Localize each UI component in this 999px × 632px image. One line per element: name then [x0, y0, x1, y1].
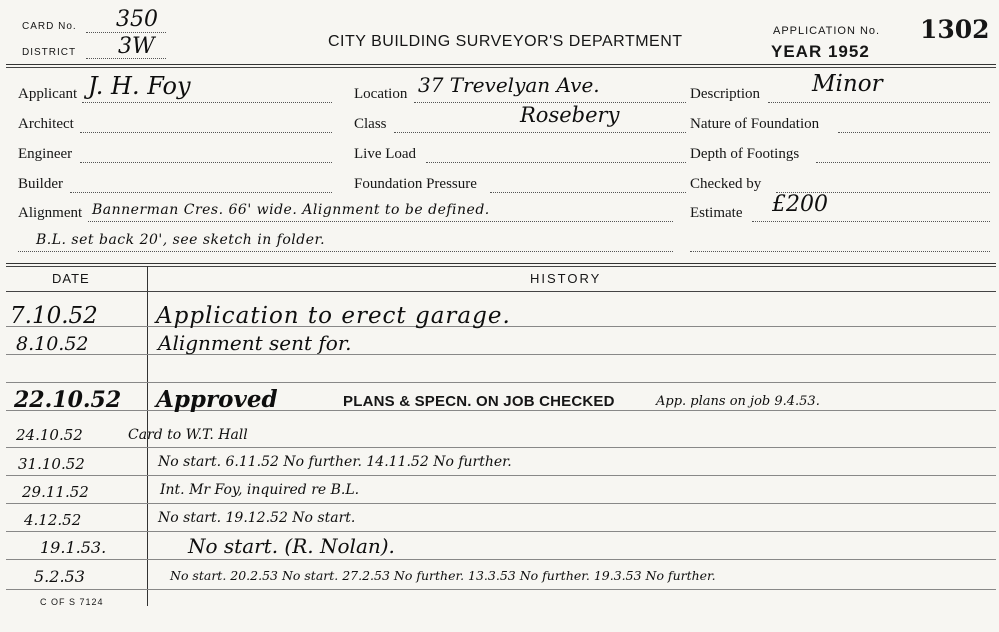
estimate-label: Estimate — [690, 205, 743, 221]
application-label: APPLICATION No. — [773, 25, 881, 37]
estimate-line — [752, 221, 990, 222]
applicant-value: J. H. Foy — [88, 72, 191, 100]
table-row-date: 24.10.52 — [16, 426, 83, 444]
table-row-date: 4.12.52 — [24, 511, 82, 529]
location-label: Location — [354, 86, 408, 102]
table-row-history: No start. 6.11.52 No further. 14.11.52 No further. — [158, 454, 512, 470]
application-number: 1302 — [920, 15, 990, 44]
nature-of-foundation-label: Nature of Foundation — [690, 116, 820, 132]
table-row-date: 8.10.52 — [16, 333, 89, 355]
district-label: DISTRICT — [22, 47, 77, 58]
engineer-line — [80, 162, 332, 163]
header-rule — [6, 64, 996, 65]
approved-stamp: Approved — [156, 386, 278, 413]
row-rule — [6, 475, 996, 476]
table-top-rule-2 — [6, 266, 996, 267]
header-rule-2 — [6, 67, 996, 68]
table-row-date: 19.1.53. — [40, 538, 107, 557]
department-title: CITY BUILDING SURVEYOR'S DEPARTMENT — [328, 33, 683, 50]
architect-label: Architect — [18, 116, 74, 132]
table-row-history: No start. 19.12.52 No start. — [158, 510, 356, 526]
alignment-label: Alignment — [18, 205, 83, 221]
table-row-history-tail: App. plans on job 9.4.53. — [656, 394, 820, 409]
alignment-note-line — [18, 251, 673, 252]
table-row-history: Alignment sent for. — [158, 331, 352, 355]
plans-checked-stamp: PLANS & SPECN. ON JOB CHECKED — [343, 393, 615, 410]
table-row-history: Card to W.T. Hall — [128, 427, 248, 443]
description-label: Description — [690, 86, 760, 102]
row-rule — [6, 503, 996, 504]
live-load-line — [426, 162, 686, 163]
class-line — [394, 132, 686, 133]
table-row-history: Application to erect garage. — [156, 303, 511, 329]
row-rule — [6, 589, 996, 590]
date-column-header: DATE — [52, 271, 90, 286]
table-row-date: 29.11.52 — [22, 483, 89, 501]
table-row-date: 5.2.53 — [34, 567, 85, 586]
year-label: YEAR 1952 — [771, 42, 870, 61]
alignment-note: B.L. set back 20', see sketch in folder. — [36, 232, 326, 248]
foundation-pressure-line — [490, 192, 686, 193]
table-row-date: 31.10.52 — [18, 455, 85, 473]
row-rule — [6, 354, 996, 355]
table-row-date: 7.10.52 — [10, 303, 98, 329]
nature-of-foundation-line — [838, 132, 990, 133]
table-top-rule — [6, 263, 996, 264]
estimate-value: £200 — [772, 192, 828, 217]
checked-by-label: Checked by — [690, 176, 762, 192]
row-rule — [6, 382, 996, 383]
description-value: Minor — [812, 71, 883, 97]
table-row-history: No start. 20.2.53 No start. 27.2.53 No further. 13.3.53 No further. 19.3.53 No further. — [170, 568, 716, 583]
builder-line — [70, 192, 332, 193]
engineer-label: Engineer — [18, 146, 73, 162]
row-rule — [6, 559, 996, 560]
right-extra-line — [690, 251, 990, 252]
depth-of-footings-line — [816, 162, 990, 163]
row-rule — [6, 447, 996, 448]
table-row-date: 22.10.52 — [14, 387, 122, 413]
table-row-history: Int. Mr Foy, inquired re B.L. — [160, 482, 360, 498]
description-line — [768, 102, 990, 103]
district-value: 3W — [118, 34, 155, 59]
form-code: C OF S 7124 — [40, 597, 104, 607]
architect-line — [80, 132, 332, 133]
alignment-line — [88, 221, 673, 222]
card-no-value: 350 — [116, 7, 158, 32]
foundation-pressure-label: Foundation Pressure — [354, 176, 477, 192]
depth-of-footings-label: Depth of Footings — [690, 146, 800, 162]
builder-label: Builder — [18, 176, 63, 192]
alignment-value: Bannerman Cres. 66' wide. Alignment to be defined. — [92, 202, 490, 218]
row-rule — [6, 531, 996, 532]
class-value: Rosebery — [520, 103, 620, 127]
applicant-label: Applicant — [18, 86, 78, 102]
applicant-line — [82, 102, 332, 103]
history-column-header: HISTORY — [530, 271, 602, 286]
card-no-label: CARD No. — [22, 21, 77, 32]
card-no-line — [86, 32, 166, 33]
header-row-rule — [6, 291, 996, 292]
class-label: Class — [354, 116, 387, 132]
table-row-history: No start. (R. Nolan). — [188, 534, 395, 558]
live-load-label: Live Load — [354, 146, 417, 162]
location-value: 37 Trevelyan Ave. — [418, 73, 600, 97]
row-rule — [6, 410, 996, 411]
